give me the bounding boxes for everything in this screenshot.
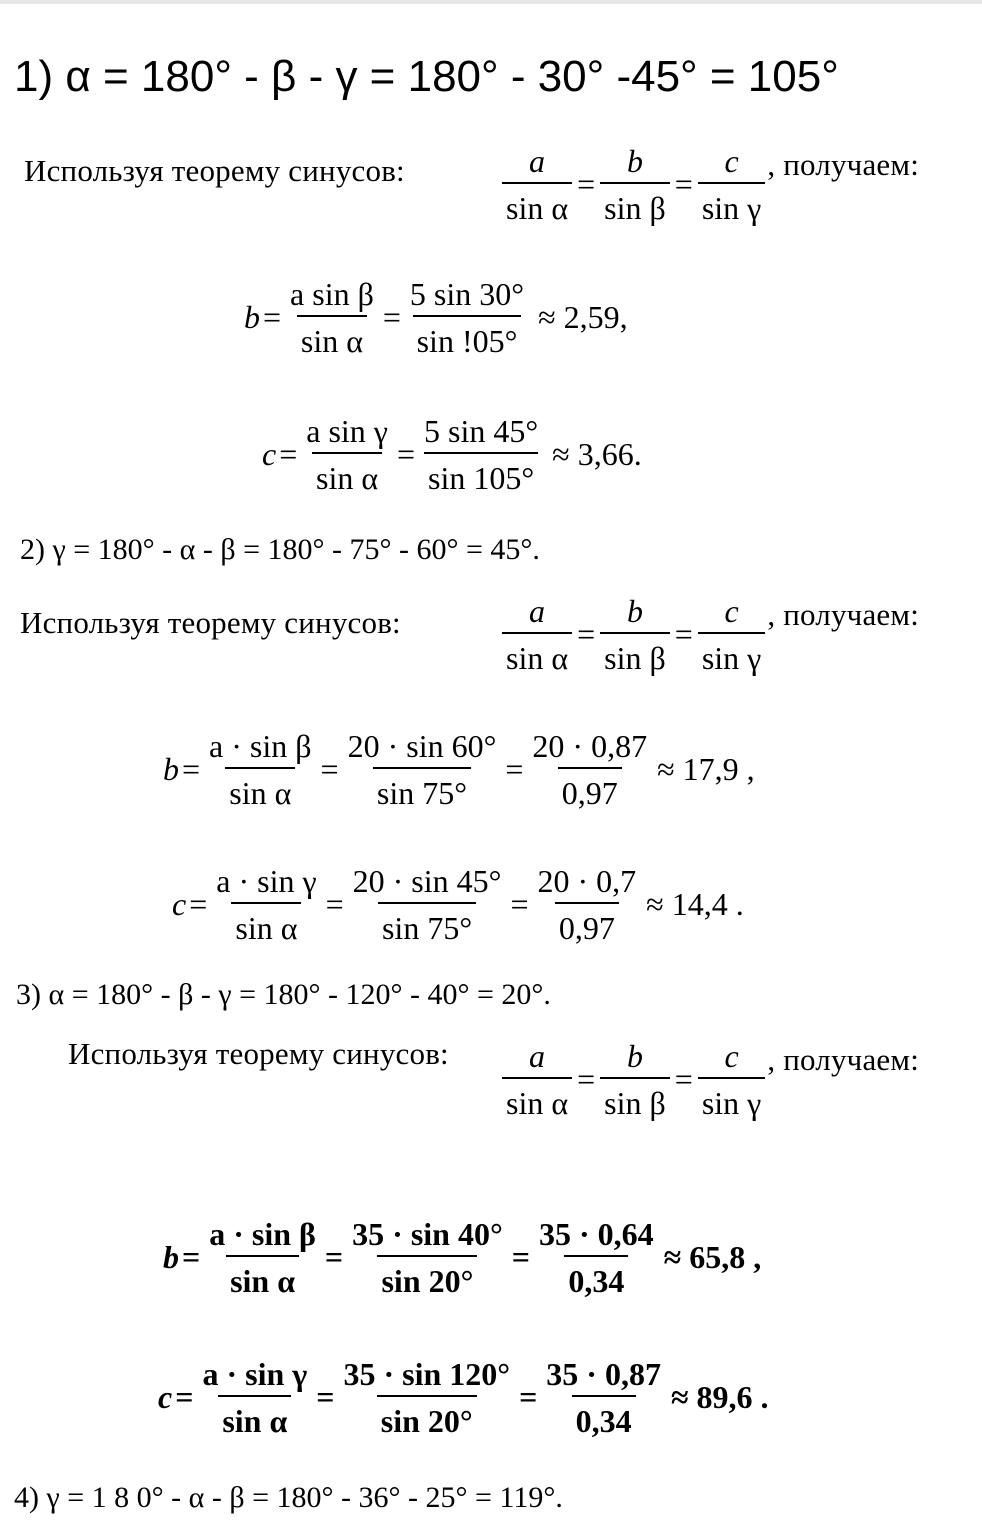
fraction: $\frac{c}{\text{sin γ}}$: [698, 595, 765, 674]
fraction: $\frac{35 \cdot \sin 120^\circ}{\sin 20^\circ}$: [343, 1356, 511, 1439]
part1-c-formula: c = $\frac{\text{a sin γ}}{\text{sin α}}$ = $\frac{5 \sin 45^\circ}{\sin 105^\circ}$ ≈ 3,66.: [262, 413, 642, 496]
part3-theorem-text: Используя теорему синусов:: [68, 1036, 449, 1071]
fraction: $\frac{35 \cdot \sin 40^\circ}{\sin 20^\circ}$: [352, 1216, 503, 1299]
fraction: $\frac{\text{a sin γ}}{\text{sin α}}$: [306, 413, 388, 496]
part2-theorem-text: Используя теорему синусов:: [20, 605, 401, 640]
part2-c-formula: c = $\frac{\text{a · sin γ}}{\text{sin α}}$ = $\frac{20 \cdot \sin 45^\circ}{\sin 75^\circ}$ = $\frac{20 \cdot 0,7}{0,97}$ ≈ 14,4 .: [172, 863, 744, 946]
part2-sine-rule: $\frac{a}{\text{sin α}}$ = $\frac{b}{\text{sin β}}$ = $\frac{c}{\text{sin γ}}$ , получаем:: [500, 595, 919, 674]
part4-equation: 4) γ = 1 8 0° - α - β = 180° - 36° - 25° = 119°.: [14, 1481, 563, 1514]
fraction: $\frac{\text{a sin β}}{\text{sin α}}$: [290, 276, 374, 359]
part1-b-formula: b = $\frac{\text{a sin β}}{\text{sin α}}$ = $\frac{5 \sin 30^\circ}{\sin !05^\circ}$ ≈ 2,59,: [244, 276, 628, 359]
part1-theorem-text: Используя теорему синусов:: [24, 153, 405, 188]
fraction: $\frac{20 \cdot \sin 45^\circ}{\sin 75^\circ}$: [352, 863, 502, 946]
fraction: $\frac{20 \cdot \sin 60^\circ}{\sin 75^\circ}$: [347, 728, 497, 811]
fraction: $\frac{20 \cdot 0,87}{0,97}$: [532, 728, 648, 811]
part3-sine-rule: $\frac{a}{\text{sin α}}$ = $\frac{b}{\text{sin β}}$ = $\frac{c}{\text{sin γ}}$ , получаем:: [500, 1040, 919, 1119]
fraction: $\frac{\text{a · sin β}}{\text{sin α}}$: [209, 728, 312, 811]
fraction: $\frac{\text{a · sin β}}{\text{sin α}}$: [209, 1216, 316, 1299]
part1-sine-rule: $\frac{a}{\text{sin α}}$ = $\frac{b}{\text{sin β}}$ = $\frac{c}{\text{sin γ}}$ , получаем:: [500, 145, 919, 224]
top-divider: [0, 0, 982, 4]
fraction: $\frac{a}{\text{sin α}}$: [502, 145, 572, 224]
part3-c-formula: c = $\frac{\text{a · sin γ}}{\text{sin α}}$ = $\frac{35 \cdot \sin 120^\circ}{\sin 20^\circ}$ = $\frac{35 \cdot 0,87}{0,34}$ ≈ 89,6 .: [158, 1356, 769, 1439]
fraction: $\frac{35 \cdot 0,87}{0,34}$: [546, 1356, 661, 1439]
fraction: $\frac{20 \cdot 0,7}{0,97}$: [537, 863, 637, 946]
fraction: $\frac{b}{\text{sin β}}$: [600, 145, 670, 224]
fraction: $\frac{c}{\text{sin γ}}$: [698, 1040, 765, 1119]
fraction: $\frac{35 \cdot 0,64}{0,34}$: [538, 1216, 654, 1299]
part2-equation: 2) γ = 180° - α - β = 180° - 75° - 60° = 45°.: [20, 533, 540, 566]
fraction: $\frac{a}{\text{sin α}}$: [502, 595, 572, 674]
fraction: $\frac{c}{\text{sin γ}}$: [698, 145, 765, 224]
part3-b-formula: b = $\frac{\text{a · sin β}}{\text{sin α}}$ = $\frac{35 \cdot \sin 40^\circ}{\sin 20^\circ}$ = $\frac{35 \cdot 0,64}{0,34}$ ≈ 65,8 ,: [163, 1216, 762, 1299]
part2-b-formula: b = $\frac{\text{a · sin β}}{\text{sin α}}$ = $\frac{20 \cdot \sin 60^\circ}{\sin 75^\circ}$ = $\frac{20 \cdot 0,87}{0,97}$ ≈ 17,9 ,: [163, 728, 755, 811]
fraction: $\frac{\text{a · sin γ}}{\text{sin α}}$: [202, 1356, 308, 1439]
fraction: $\frac{b}{\text{sin β}}$: [600, 595, 670, 674]
fraction: $\frac{b}{\text{sin β}}$: [600, 1040, 670, 1119]
fraction: $\frac{5 \sin 30^\circ}{\sin !05^\circ}$: [409, 276, 525, 359]
fraction: $\frac{5 \sin 45^\circ}{\sin 105^\circ}$: [423, 413, 539, 496]
fraction: $\frac{a}{\text{sin α}}$: [502, 1040, 572, 1119]
part3-equation: 3) α = 180° - β - γ = 180° - 120° - 40° = 20°.: [16, 978, 551, 1011]
part1-equation: 1) α = 180° - β - γ = 180° - 30° -45° = 105°: [14, 52, 839, 101]
fraction: $\frac{\text{a · sin γ}}{\text{sin α}}$: [216, 863, 317, 946]
